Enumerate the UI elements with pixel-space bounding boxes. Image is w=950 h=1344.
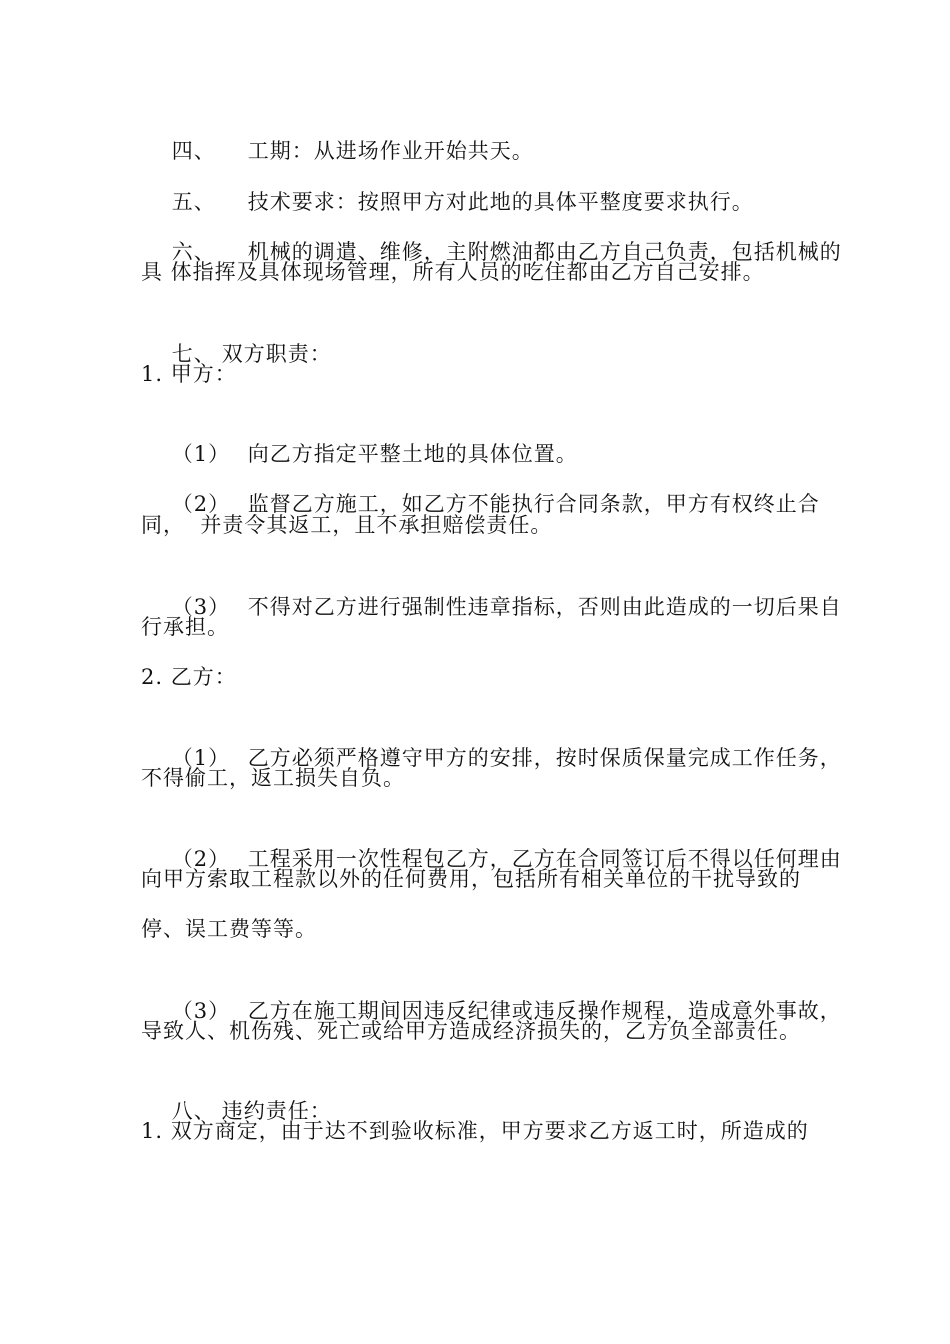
- section-text: 工期：从进场作业开始共天。: [247, 139, 534, 163]
- section-label: 七、: [171, 342, 216, 366]
- party-b-heading: 2. 乙方：: [141, 665, 237, 689]
- party-b-item-3-continuation: 导致人、机伤残、死亡或给甲方造成经济损失的，乙方负全部责任。: [141, 1019, 801, 1043]
- party-b-item-2-continuation-2: 停、误工费等等。: [141, 917, 317, 941]
- item-text: 工程采用一次性程包乙方，乙方在合同签订后不得以任何理由: [247, 847, 842, 871]
- breach-item-1: 1. 双方商定，由于达不到验收标准，甲方要求乙方返工时，所造成的: [141, 1119, 809, 1143]
- party-a-item-3-continuation: 行承担。: [141, 615, 229, 639]
- item-label: （1）: [171, 746, 231, 770]
- item-text: 不得对乙方进行强制性违章指标，否则由此造成的一切后果自: [247, 595, 842, 619]
- item-text: 向乙方指定平整土地的具体位置。: [247, 442, 578, 466]
- item-text: 乙方在施工期间因违反纪律或违反操作规程，造成意外事故，: [247, 999, 842, 1023]
- item-label: （2）: [171, 492, 231, 516]
- party-b-item-2: [141, 814, 842, 871]
- item-text: 乙方必须严格遵守甲方的安排，按时保质保量完成工作任务，: [247, 746, 842, 770]
- section-label: 八、: [171, 1099, 216, 1123]
- item-label: （3）: [171, 999, 231, 1023]
- section-text: 技术要求：按照甲方对此地的具体平整度要求执行。: [247, 190, 754, 214]
- section-6-continuation: 具 体指挥及具体现场管理，所有人员的吃住都由乙方自己安排。: [141, 260, 765, 284]
- party-b-item-1: [141, 713, 842, 770]
- item-label: （3）: [171, 595, 231, 619]
- section-7: [141, 309, 332, 366]
- party-a-item-2: [141, 459, 820, 516]
- party-a-item-2-continuation: 同， 并责令其返工，且不承担赔偿责任。: [141, 513, 553, 537]
- section-5: [141, 157, 754, 214]
- item-text: 监督乙方施工，如乙方不能执行合同条款，甲方有权终止合: [247, 492, 820, 516]
- party-b-item-2-continuation: 向甲方索取工程款以外的任何费用，包括所有相关单位的干扰导致的: [141, 867, 801, 891]
- section-label: 五、: [171, 190, 216, 214]
- party-b-item-1-continuation: 不得偷工，返工损失自负。: [141, 766, 405, 790]
- item-label: （2）: [171, 847, 231, 871]
- section-8: [141, 1066, 332, 1123]
- section-text: 违约责任：: [221, 1099, 332, 1123]
- section-label: 四、: [171, 139, 216, 163]
- party-b-item-3: [141, 966, 842, 1023]
- item-label: （1）: [171, 442, 231, 466]
- section-label: 六、: [171, 240, 216, 264]
- section-4: [141, 106, 534, 163]
- party-a-item-1: [141, 409, 578, 466]
- party-a-heading: 1. 甲方：: [141, 362, 237, 386]
- section-text: 双方职责：: [221, 342, 332, 366]
- section-6: [141, 207, 842, 264]
- section-text: 机械的调遣、维修，主附燃油都由乙方自己负责，包括机械的: [247, 240, 842, 264]
- party-a-item-3: [141, 562, 842, 619]
